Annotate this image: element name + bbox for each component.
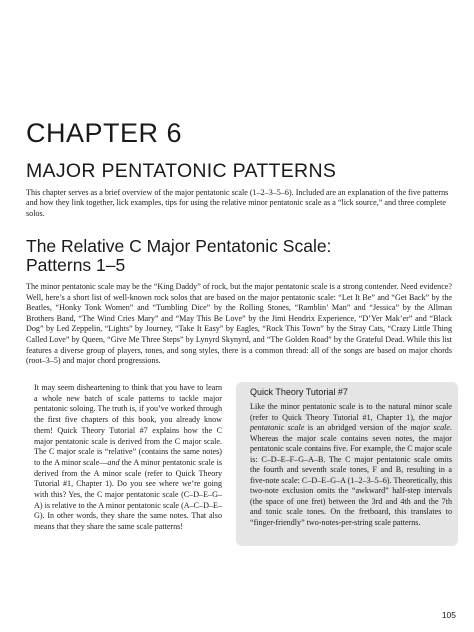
section-heading-line2: Patterns 1–5 [26, 255, 126, 275]
chapter-label: CHAPTER 6 [26, 118, 183, 148]
tutorial-part2: is an abridged version of the [304, 423, 411, 432]
quick-theory-tutorial-box [236, 382, 458, 546]
section-paragraph: The minor pentatonic scale may be the “King Daddy” of rock, but the major pentatonic scale is a strong contender. Need evidence? Well, here’s a short list of well-known rock solos that are based on the major pentatonic scale: “Let It Be” and “Get Back” by the Beatles, “Honky Tonk Women” and “Tumbling Dice” by the Rolling Stones, “Ramblin’ Man” and “Jessica” by the Allman Brothers Band, “The Wind Cries Mary” and “May This Be Love” by the Jimi Hendrix Experience, “D’Yer Mak’er” and “Black Dog” by Led Zeppelin, “Lights” by Journey, “Take It Easy” by Eagles, “Rock This Town” by the Stray Cats, “Crazy Little Thing Called Love” by Queen, “Give Me Three Steps” by Lynyrd Skynyrd, and “The Golden Road” by the Grateful Dead. While this list features a diverse group of players, tones, and song styles, there is a common thread: all of the songs are based on major chords (root–3–5) and major chord progressions. [26, 282, 452, 366]
tutorial-emphasis-1: major pentatonic scale [250, 412, 452, 432]
section-heading-line1: The Relative C Major Pentatonic Scale: [26, 236, 332, 256]
chapter-intro: This chapter serves as a brief overview of the major pentatonic scale (1–2–3–5–6). Included are an explanation of the five patterns and how they link together, lick examples, tips for using the relative minor pentatonic scale as a “lick source,” and three complete solos. [26, 188, 449, 218]
tutorial-emphasis-2: major scale [410, 423, 450, 432]
chapter-title: MAJOR PENTATONIC PATTERNS [26, 160, 337, 182]
left-column-part1: It may seem disheartening to think that you have to learn a whole new batch of scale patterns to tackle major pentatonic soloing. The truth is, if you’ve worked through the first five chapters of this book, you already know them! Quick Theory Tutorial #7 explains how the C major pentatonic scale is derived from the C major scale. The C major scale is “relative” (contains the same notes) to the A minor scale— [34, 383, 222, 467]
left-column-part2: the A minor pentatonic scale is derived from the A minor scale (refer to Quick Theory Tutorial #1, Chapter 1). Do you see where we’re going with this? Yes, the C major pentatonic scale (C–D–E–G–A) is relative to the A minor pentatonic scale (A–C–D–E–G). In other words, they share the same notes. That also means that they share the same scale patterns! [34, 457, 222, 532]
section-heading [26, 237, 456, 275]
tutorial-title: Quick Theory Tutorial #7 [250, 387, 348, 397]
tutorial-part3: . Whereas the major scale contains seven notes, the major pentatonic scale contains five. For example, the C major scale is: C–D–E–F–G–A–B. The C major pentatonic scale omits the fourth and seventh scale tones, F and B, resulting in a five-note scale: C–D–E–G–A (1–2–3–5–6). Theoretically, this two-note exclusion omits the “awkward” half-step intervals (the space of one fret) between the 3rd and 4th and the 7th and tonic scale tones. On the fretboard, this translates to “finger-friendly” two-notes-per-string scale patterns. [250, 423, 452, 527]
tutorial-part1: Like the minor pentatonic scale is to the natural minor scale (refer to Quick Theory Tutorial #1, Chapter 1), the [250, 402, 452, 422]
page-number: 105 [441, 610, 456, 620]
tutorial-text [250, 402, 452, 528]
left-column-text [34, 383, 222, 533]
left-column-emphasis: and [107, 457, 120, 467]
